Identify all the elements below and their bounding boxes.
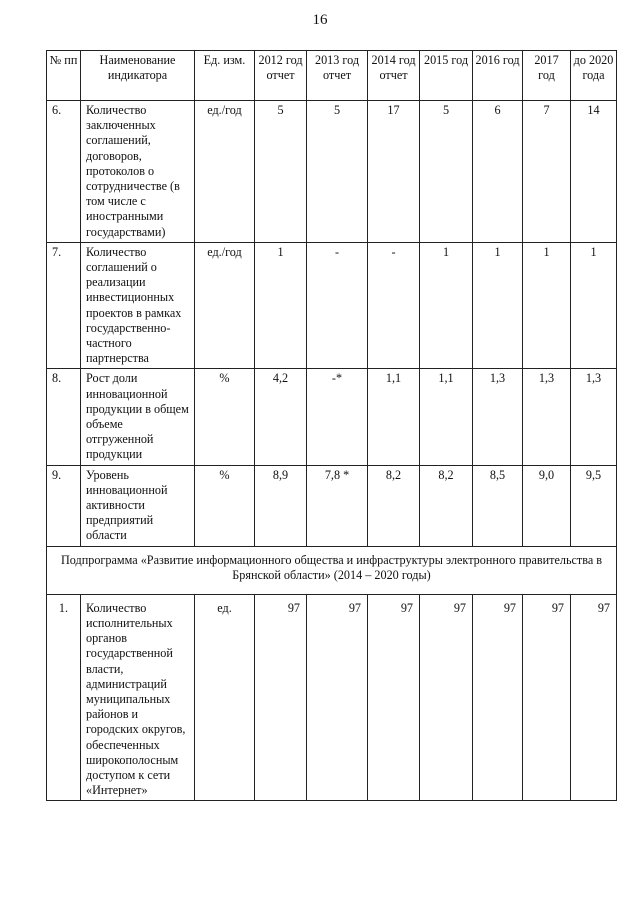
value: 97 — [420, 594, 473, 801]
row-number: 1. — [47, 594, 81, 801]
value: 1 — [523, 242, 571, 369]
value: 97 — [473, 594, 523, 801]
value: 1 — [255, 242, 307, 369]
value: 97 — [523, 594, 571, 801]
table-row — [47, 369, 617, 465]
col-header: Ед. изм. — [195, 51, 255, 101]
col-header: 2014 год отчет — [368, 51, 420, 101]
value: 9,5 — [571, 465, 617, 546]
value: - — [307, 242, 368, 369]
value: 1,3 — [523, 369, 571, 465]
value: 1 — [420, 242, 473, 369]
value: 5 — [307, 101, 368, 243]
subprogram-title: Подпрограмма «Развитие информационного общества и инфраструктуры электронного правительства в Брянской области» (2014 – 2020 годы) — [47, 546, 617, 594]
value: -* — [307, 369, 368, 465]
unit: ед. — [195, 594, 255, 801]
value: 1,3 — [571, 369, 617, 465]
value: 97 — [368, 594, 420, 801]
value: 8,2 — [420, 465, 473, 546]
table-row — [47, 242, 617, 369]
row-number: 8. — [47, 369, 81, 465]
value: 97 — [255, 594, 307, 801]
indicators-table — [46, 50, 617, 801]
value: 97 — [571, 594, 617, 801]
row-number: 9. — [47, 465, 81, 546]
value: - — [368, 242, 420, 369]
table-row — [47, 465, 617, 546]
row-number: 7. — [47, 242, 81, 369]
value: 1 — [473, 242, 523, 369]
subprogram-row — [47, 546, 617, 594]
table-row — [47, 101, 617, 243]
unit: % — [195, 369, 255, 465]
col-header: № пп — [47, 51, 81, 101]
value: 5 — [255, 101, 307, 243]
value: 6 — [473, 101, 523, 243]
value: 1 — [571, 242, 617, 369]
value: 97 — [307, 594, 368, 801]
value: 7 — [523, 101, 571, 243]
indicator-name: Количество соглашений о реализации инвестиционных проектов в рамках государственно-частного партнерства — [81, 242, 195, 369]
value: 5 — [420, 101, 473, 243]
value: 9,0 — [523, 465, 571, 546]
indicator-name: Количество исполнительных органов государственной власти, администраций муниципальных районов и городских округов, обеспеченных широкополосным доступом к сети «Интернет» — [81, 594, 195, 801]
value: 1,3 — [473, 369, 523, 465]
value: 1,1 — [420, 369, 473, 465]
value: 14 — [571, 101, 617, 243]
row-number: 6. — [47, 101, 81, 243]
col-header: 2017 год — [523, 51, 571, 101]
value: 4,2 — [255, 369, 307, 465]
value: 8,5 — [473, 465, 523, 546]
unit: ед./год — [195, 101, 255, 243]
value: 1,1 — [368, 369, 420, 465]
indicator-name: Уровень инновационной активности предприятий области — [81, 465, 195, 546]
table-row — [47, 594, 617, 801]
indicator-name: Рост доли инновационной продукции в общем объеме отгруженной продукции — [81, 369, 195, 465]
unit: % — [195, 465, 255, 546]
value: 17 — [368, 101, 420, 243]
value: 8,2 — [368, 465, 420, 546]
page-number: 16 — [312, 12, 328, 28]
col-header: до 2020 года — [571, 51, 617, 101]
col-header: Наименование индикатора — [81, 51, 195, 101]
header-row — [47, 51, 617, 101]
value: 8,9 — [255, 465, 307, 546]
value: 7,8 * — [307, 465, 368, 546]
unit: ед./год — [195, 242, 255, 369]
col-header: 2016 год — [473, 51, 523, 101]
col-header: 2013 год отчет — [307, 51, 368, 101]
indicator-name: Количество заключенных соглашений, договоров, протоколов о сотрудничестве (в том числе с иностранными государствами) — [81, 101, 195, 243]
col-header: 2015 год — [420, 51, 473, 101]
col-header: 2012 год отчет — [255, 51, 307, 101]
